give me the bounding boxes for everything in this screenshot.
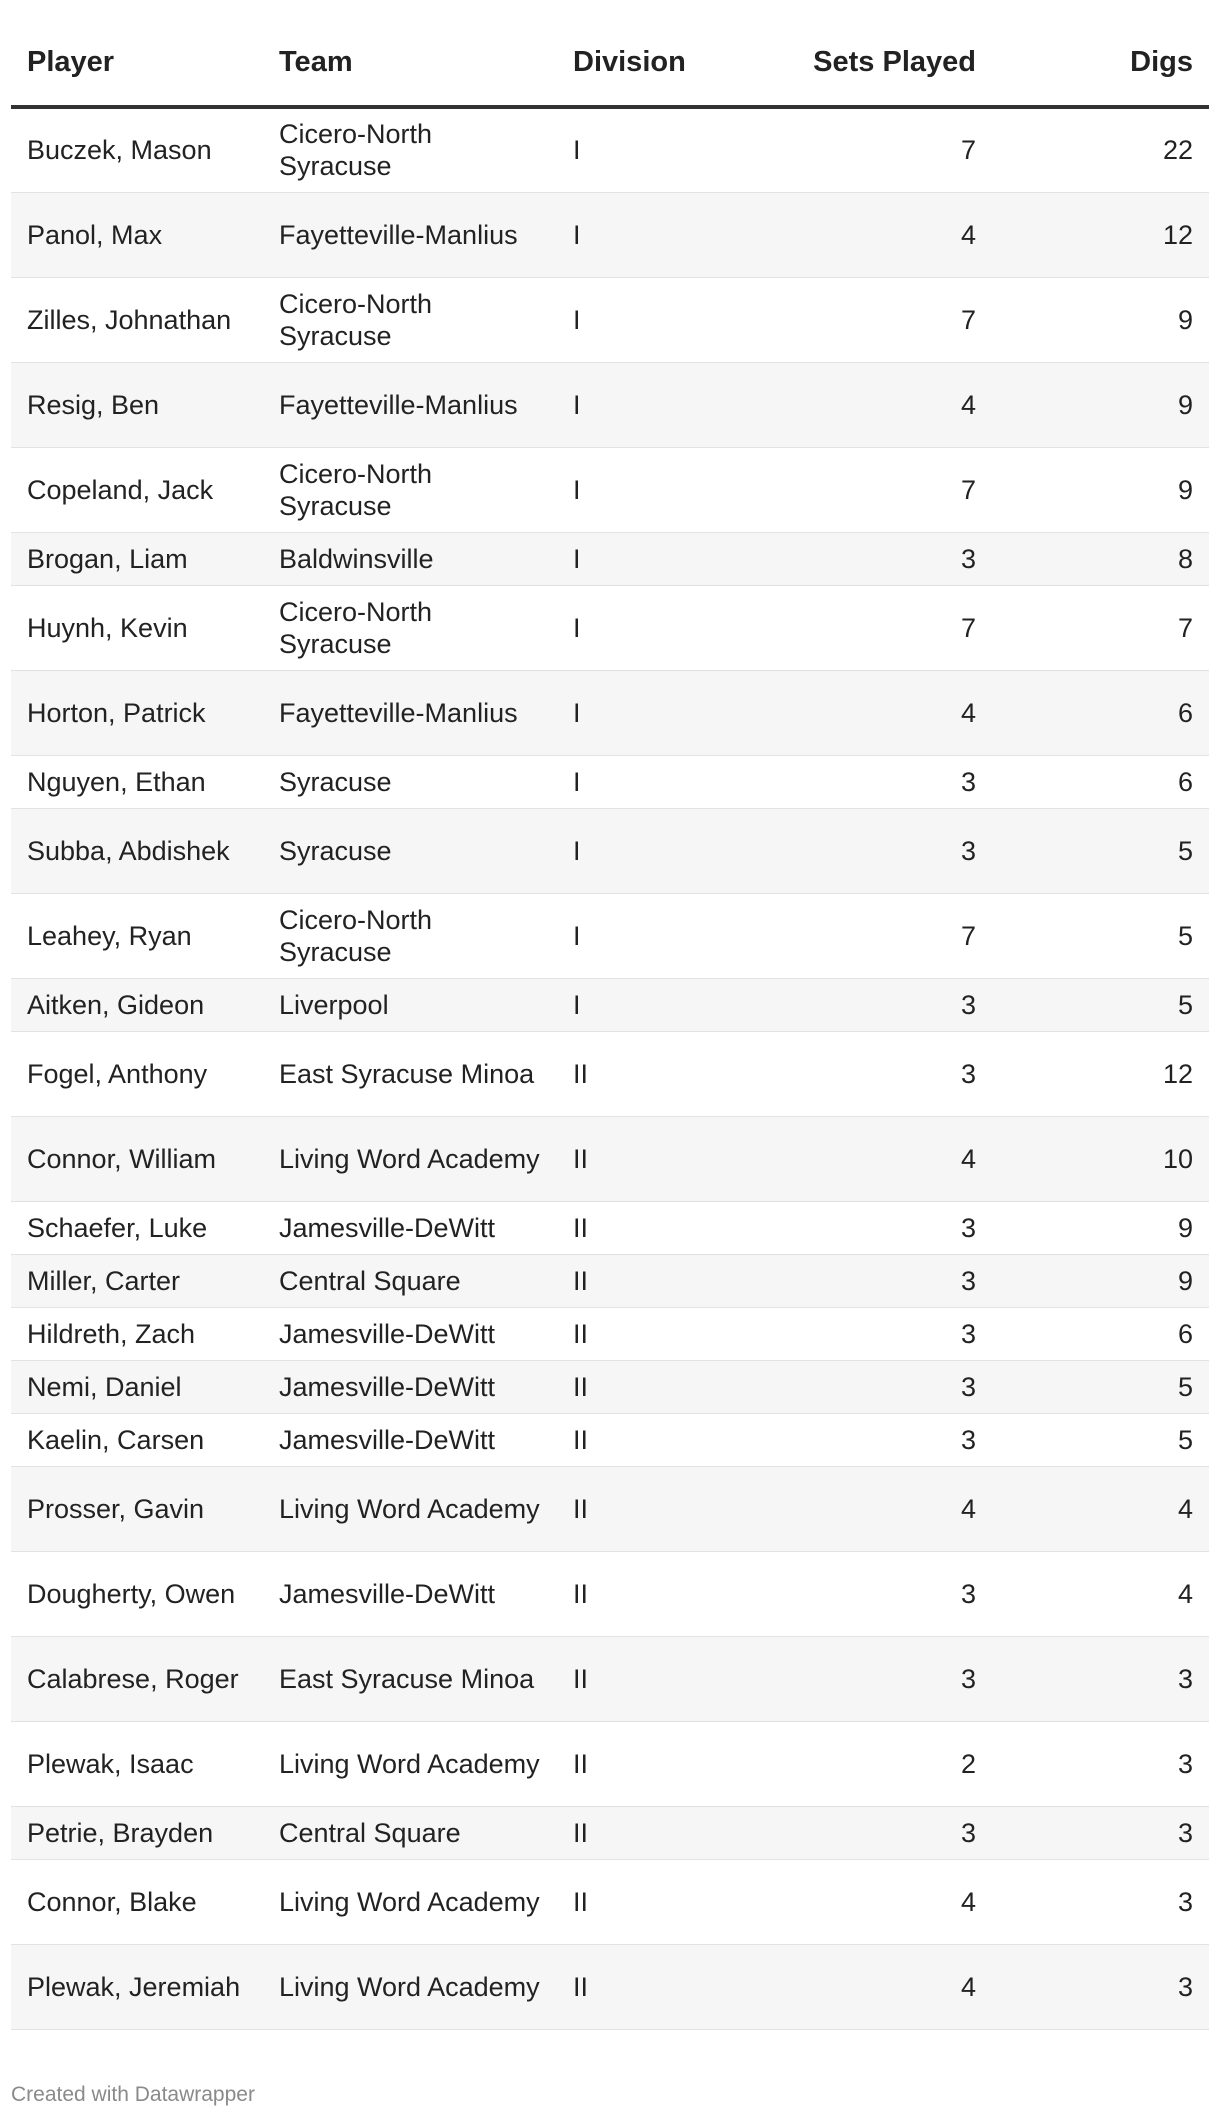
- cell-player: Connor, Blake: [11, 1859, 263, 1944]
- cell-sets-played: 3: [692, 1806, 992, 1859]
- cell-digs: 22: [992, 107, 1209, 192]
- cell-sets-played: 3: [692, 1636, 992, 1721]
- cell-division: I: [557, 808, 692, 893]
- cell-team: Jamesville-DeWitt: [263, 1551, 557, 1636]
- cell-player: Nemi, Daniel: [11, 1360, 263, 1413]
- table-row: [11, 1254, 1209, 1307]
- cell-sets-played: 3: [692, 1413, 992, 1466]
- cell-team: Cicero-North Syracuse: [263, 585, 557, 670]
- cell-player: Buczek, Mason: [11, 107, 263, 192]
- cell-team: Cicero-North Syracuse: [263, 277, 557, 362]
- cell-team: Cicero-North Syracuse: [263, 893, 557, 978]
- datawrapper-credit: Created with Datawrapper: [11, 2083, 255, 2106]
- cell-player: Hildreth, Zach: [11, 1307, 263, 1360]
- cell-division: I: [557, 192, 692, 277]
- cell-division: II: [557, 1859, 692, 1944]
- header-team[interactable]: Team: [263, 38, 557, 107]
- cell-division: II: [557, 1413, 692, 1466]
- cell-sets-played: 2: [692, 1721, 992, 1806]
- cell-player: Zilles, Johnathan: [11, 277, 263, 362]
- cell-team: Fayetteville-Manlius: [263, 192, 557, 277]
- cell-player: Leahey, Ryan: [11, 893, 263, 978]
- cell-division: I: [557, 670, 692, 755]
- table-row: [11, 362, 1209, 447]
- cell-sets-played: 3: [692, 1254, 992, 1307]
- cell-digs: 9: [992, 277, 1209, 362]
- cell-team: Baldwinsville: [263, 532, 557, 585]
- cell-team: East Syracuse Minoa: [263, 1636, 557, 1721]
- cell-team: Central Square: [263, 1254, 557, 1307]
- cell-player: Miller, Carter: [11, 1254, 263, 1307]
- cell-digs: 5: [992, 893, 1209, 978]
- header-sets-played[interactable]: Sets Played: [692, 38, 992, 107]
- cell-division: I: [557, 107, 692, 192]
- cell-player: Brogan, Liam: [11, 532, 263, 585]
- table-row: [11, 1307, 1209, 1360]
- cell-player: Prosser, Gavin: [11, 1466, 263, 1551]
- header-row: [11, 38, 1209, 107]
- cell-division: II: [557, 1031, 692, 1116]
- cell-division: I: [557, 362, 692, 447]
- cell-sets-played: 7: [692, 107, 992, 192]
- cell-team: Jamesville-DeWitt: [263, 1201, 557, 1254]
- cell-division: II: [557, 1360, 692, 1413]
- cell-player: Nguyen, Ethan: [11, 755, 263, 808]
- table-row: [11, 1116, 1209, 1201]
- cell-sets-played: 3: [692, 1360, 992, 1413]
- table-row: [11, 755, 1209, 808]
- cell-sets-played: 3: [692, 532, 992, 585]
- cell-player: Dougherty, Owen: [11, 1551, 263, 1636]
- cell-player: Resig, Ben: [11, 362, 263, 447]
- table-row: [11, 1031, 1209, 1116]
- cell-sets-played: 7: [692, 893, 992, 978]
- cell-division: II: [557, 1944, 692, 2029]
- table-row: [11, 1721, 1209, 1806]
- cell-digs: 9: [992, 1201, 1209, 1254]
- cell-player: Connor, William: [11, 1116, 263, 1201]
- cell-division: I: [557, 532, 692, 585]
- cell-digs: 3: [992, 1721, 1209, 1806]
- cell-digs: 5: [992, 1360, 1209, 1413]
- cell-team: Jamesville-DeWitt: [263, 1413, 557, 1466]
- cell-sets-played: 4: [692, 1116, 992, 1201]
- cell-team: Cicero-North Syracuse: [263, 107, 557, 192]
- cell-player: Plewak, Isaac: [11, 1721, 263, 1806]
- cell-digs: 4: [992, 1551, 1209, 1636]
- table-row: [11, 277, 1209, 362]
- cell-division: II: [557, 1201, 692, 1254]
- cell-sets-played: 4: [692, 1466, 992, 1551]
- cell-sets-played: 3: [692, 755, 992, 808]
- cell-digs: 8: [992, 532, 1209, 585]
- cell-sets-played: 3: [692, 1307, 992, 1360]
- cell-digs: 5: [992, 978, 1209, 1031]
- cell-team: Syracuse: [263, 808, 557, 893]
- cell-team: Syracuse: [263, 755, 557, 808]
- cell-division: II: [557, 1636, 692, 1721]
- table-row: [11, 532, 1209, 585]
- cell-team: Living Word Academy: [263, 1721, 557, 1806]
- cell-digs: 9: [992, 447, 1209, 532]
- cell-player: Copeland, Jack: [11, 447, 263, 532]
- cell-digs: 7: [992, 585, 1209, 670]
- cell-player: Fogel, Anthony: [11, 1031, 263, 1116]
- cell-sets-played: 7: [692, 585, 992, 670]
- cell-team: Fayetteville-Manlius: [263, 362, 557, 447]
- cell-division: II: [557, 1551, 692, 1636]
- cell-team: Jamesville-DeWitt: [263, 1360, 557, 1413]
- cell-digs: 3: [992, 1806, 1209, 1859]
- table-row: [11, 585, 1209, 670]
- table-header: [11, 38, 1209, 107]
- cell-division: I: [557, 585, 692, 670]
- table-row: [11, 1806, 1209, 1859]
- table-row: [11, 447, 1209, 532]
- cell-player: Calabrese, Roger: [11, 1636, 263, 1721]
- cell-division: I: [557, 978, 692, 1031]
- cell-team: Living Word Academy: [263, 1466, 557, 1551]
- header-digs[interactable]: Digs: [992, 38, 1209, 107]
- cell-player: Horton, Patrick: [11, 670, 263, 755]
- table-row: [11, 1201, 1209, 1254]
- cell-player: Aitken, Gideon: [11, 978, 263, 1031]
- cell-digs: 5: [992, 1413, 1209, 1466]
- cell-team: Fayetteville-Manlius: [263, 670, 557, 755]
- cell-player: Schaefer, Luke: [11, 1201, 263, 1254]
- cell-division: I: [557, 893, 692, 978]
- table-row: [11, 107, 1209, 192]
- header-division[interactable]: Division: [557, 38, 692, 107]
- cell-team: East Syracuse Minoa: [263, 1031, 557, 1116]
- table-row: [11, 1551, 1209, 1636]
- cell-player: Petrie, Brayden: [11, 1806, 263, 1859]
- cell-sets-played: 4: [692, 1859, 992, 1944]
- cell-sets-played: 7: [692, 277, 992, 362]
- cell-sets-played: 4: [692, 192, 992, 277]
- cell-team: Liverpool: [263, 978, 557, 1031]
- cell-team: Central Square: [263, 1806, 557, 1859]
- table-row: [11, 670, 1209, 755]
- cell-division: II: [557, 1307, 692, 1360]
- cell-sets-played: 4: [692, 1944, 992, 2029]
- table-row: [11, 1859, 1209, 1944]
- cell-team: Living Word Academy: [263, 1859, 557, 1944]
- cell-team: Cicero-North Syracuse: [263, 447, 557, 532]
- player-stats-table: [11, 38, 1209, 2030]
- cell-player: Kaelin, Carsen: [11, 1413, 263, 1466]
- cell-team: Living Word Academy: [263, 1944, 557, 2029]
- cell-division: II: [557, 1806, 692, 1859]
- cell-digs: 10: [992, 1116, 1209, 1201]
- table-row: [11, 1636, 1209, 1721]
- cell-player: Panol, Max: [11, 192, 263, 277]
- table-body: [11, 107, 1209, 2029]
- cell-digs: 9: [992, 1254, 1209, 1307]
- table-row: [11, 808, 1209, 893]
- cell-digs: 6: [992, 1307, 1209, 1360]
- cell-sets-played: 3: [692, 978, 992, 1031]
- cell-division: I: [557, 277, 692, 362]
- cell-division: II: [557, 1466, 692, 1551]
- cell-division: II: [557, 1721, 692, 1806]
- cell-digs: 3: [992, 1859, 1209, 1944]
- cell-sets-played: 3: [692, 808, 992, 893]
- cell-sets-played: 4: [692, 362, 992, 447]
- stats-table-container: [11, 38, 1209, 2030]
- cell-digs: 6: [992, 670, 1209, 755]
- cell-digs: 5: [992, 808, 1209, 893]
- header-player[interactable]: Player: [11, 38, 263, 107]
- table-row: [11, 192, 1209, 277]
- cell-division: I: [557, 447, 692, 532]
- cell-sets-played: 7: [692, 447, 992, 532]
- cell-team: Living Word Academy: [263, 1116, 557, 1201]
- cell-player: Subba, Abdishek: [11, 808, 263, 893]
- table-row: [11, 1413, 1209, 1466]
- table-row: [11, 893, 1209, 978]
- cell-digs: 3: [992, 1944, 1209, 2029]
- cell-sets-played: 3: [692, 1031, 992, 1116]
- cell-sets-played: 4: [692, 670, 992, 755]
- table-row: [11, 978, 1209, 1031]
- cell-digs: 6: [992, 755, 1209, 808]
- cell-digs: 9: [992, 362, 1209, 447]
- cell-sets-played: 3: [692, 1551, 992, 1636]
- cell-division: I: [557, 755, 692, 808]
- cell-player: Plewak, Jeremiah: [11, 1944, 263, 2029]
- table-row: [11, 1360, 1209, 1413]
- cell-digs: 3: [992, 1636, 1209, 1721]
- cell-sets-played: 3: [692, 1201, 992, 1254]
- cell-player: Huynh, Kevin: [11, 585, 263, 670]
- cell-digs: 12: [992, 1031, 1209, 1116]
- table-row: [11, 1944, 1209, 2029]
- cell-team: Jamesville-DeWitt: [263, 1307, 557, 1360]
- cell-digs: 12: [992, 192, 1209, 277]
- cell-division: II: [557, 1116, 692, 1201]
- cell-division: II: [557, 1254, 692, 1307]
- table-row: [11, 1466, 1209, 1551]
- cell-digs: 4: [992, 1466, 1209, 1551]
